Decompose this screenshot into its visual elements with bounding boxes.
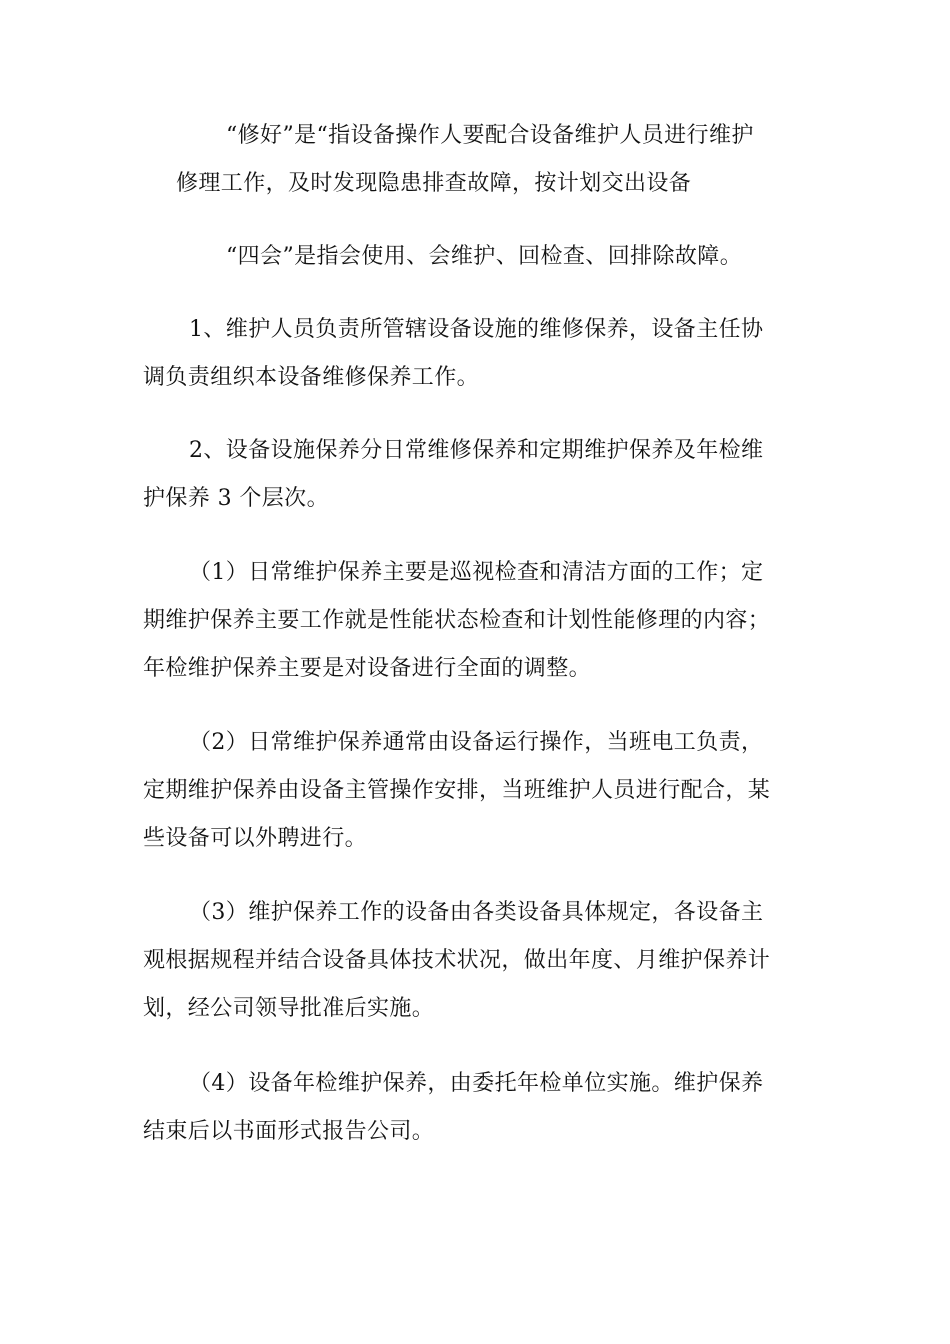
paragraph-line: “修好”是“指设备操作人要配合设备维护人员进行维护 [226,123,754,148]
paragraph-line: 年检维护保养主要是对设备进行全面的调整。 [143,656,592,681]
paragraph-subitem-1 [143,549,808,693]
paragraph-sihui [143,233,808,281]
paragraph-subitem-2 [143,719,808,863]
paragraph-line: 2、设备设施保养分日常维修保养和定期维护保养及年检维 [189,438,764,463]
paragraph-line: 些设备可以外聘进行。 [143,826,368,851]
paragraph-subitem-4 [143,1060,808,1156]
paragraph-line: “四会”是指会使用、会维护、回检查、回排除故障。 [226,244,743,269]
paragraph-line: （3）维护保养工作的设备由各类设备具体规定，各设备主 [189,900,764,925]
paragraph-line: （1）日常维护保养主要是巡视检查和清洁方面的工作；定 [189,560,764,585]
paragraph-line: 划，经公司领导批准后实施。 [143,996,435,1021]
paragraph-line: 定期维护保养由设备主管操作安排，当班维护人员进行配合，某 [143,778,771,803]
paragraph-line: 修理工作，及时发现隐患排查故障，按计划交出设备 [176,171,692,196]
paragraph-line: （4）设备年检维护保养，由委托年检单位实施。维护保养 [189,1071,764,1096]
paragraph-line: 结束后以书面形式报告公司。 [143,1119,435,1144]
paragraph-item-1 [143,306,808,402]
paragraph-subitem-3 [143,889,808,1033]
paragraph-line: 1、维护人员负责所管辖设备设施的维修保养，设备主任协 [189,317,764,342]
paragraph-item-2 [143,427,808,523]
paragraph-line: 期维护保养主要工作就是性能状态检查和计划性能修理的内容； [143,608,771,633]
paragraph-line: 观根据规程并结合设备具体技术状况，做出年度、月维护保养计 [143,948,771,973]
paragraph-line: 护保养 3 个层次。 [143,486,329,511]
paragraph-xiuhao [143,112,808,208]
paragraph-line: （2）日常维护保养通常由设备运行操作，当班电工负责， [189,730,764,755]
paragraph-line: 调负责组织本设备维修保养工作。 [143,365,480,390]
